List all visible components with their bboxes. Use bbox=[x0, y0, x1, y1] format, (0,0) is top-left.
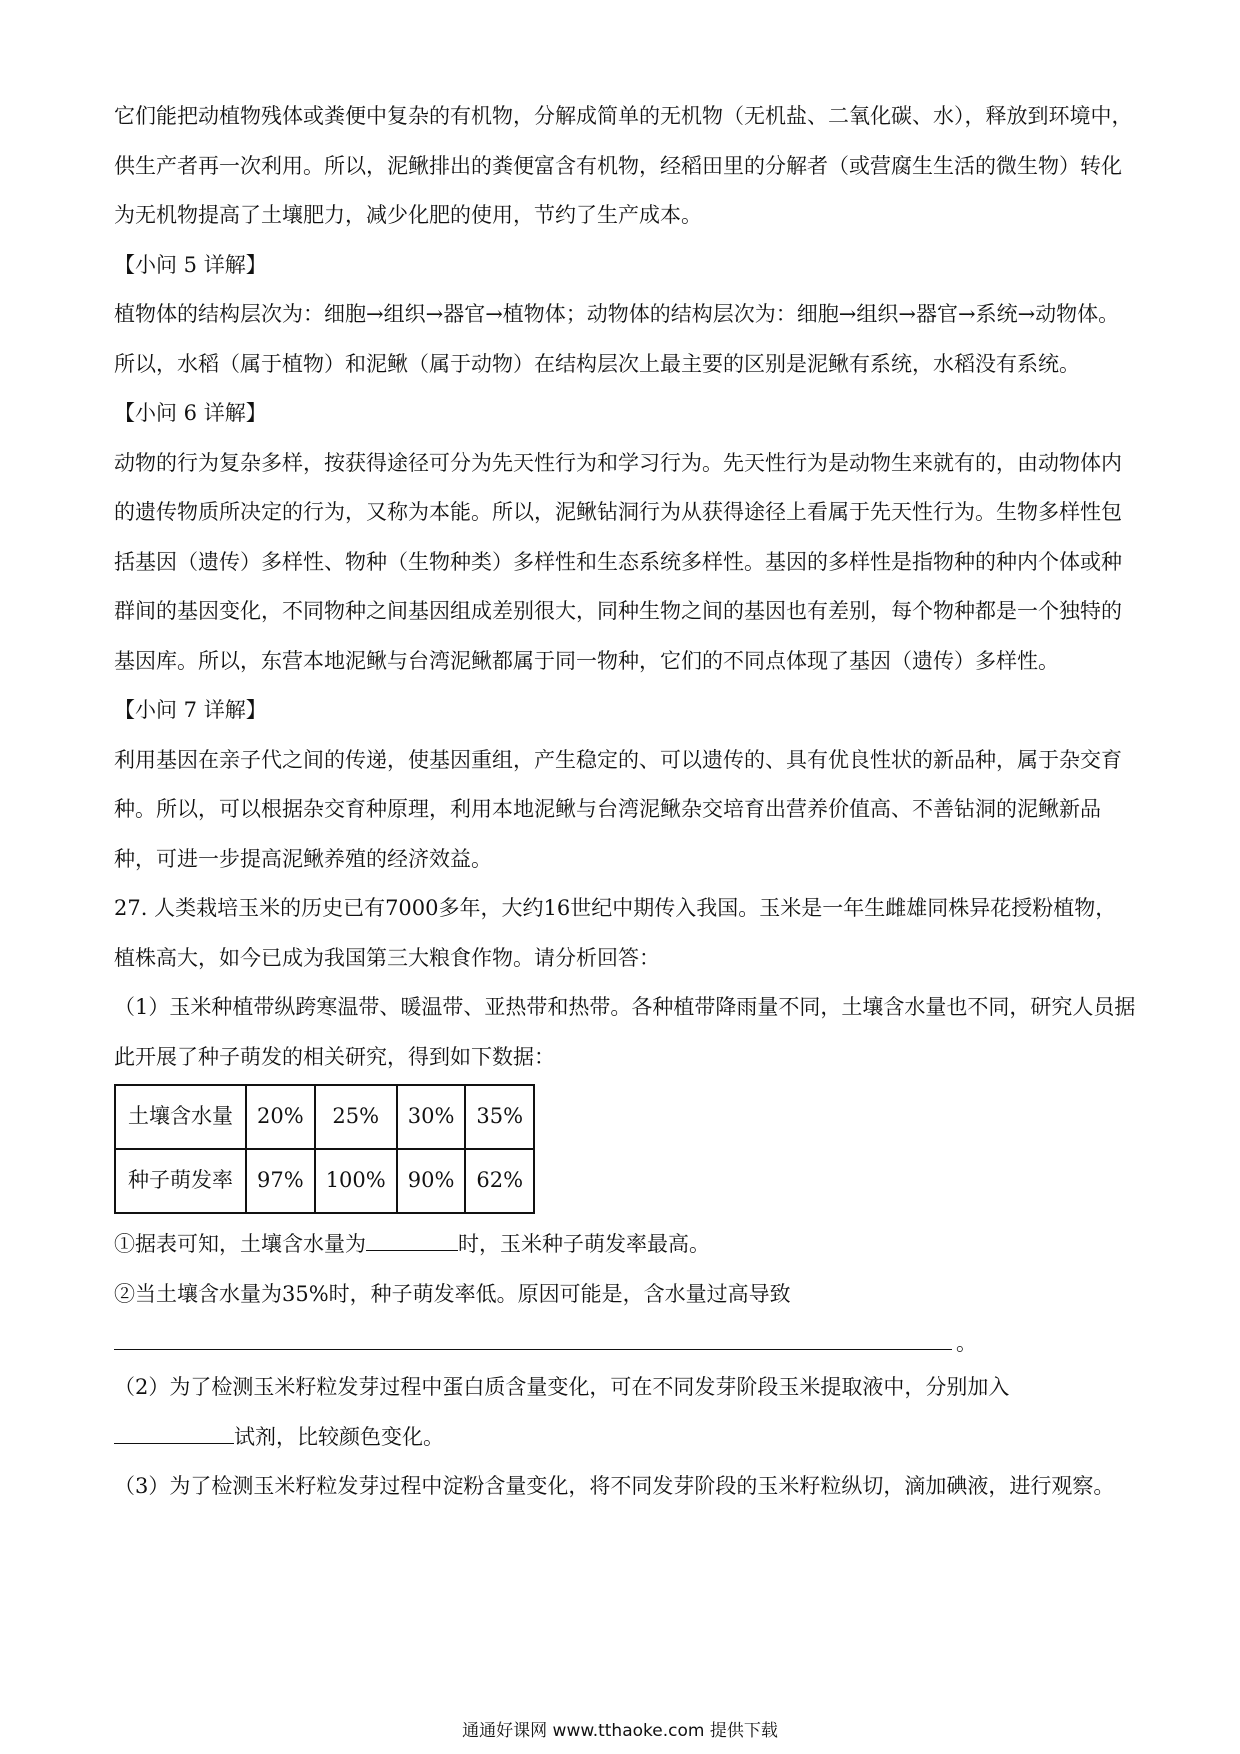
table-header-cell: 种子萌发率 bbox=[115, 1149, 246, 1213]
data-table bbox=[114, 1084, 535, 1214]
paragraph-section-5: 植物体的结构层次为：细胞→组织→器官→植物体；动物体的结构层次为：细胞→组织→器官→系统→动物体。所以，水稻（属于植物）和泥鳅（属于动物）在结构层次上最主要的区别是泥鳅有系统，水稻没有系统。 bbox=[114, 302, 1120, 376]
table-cell: 100% bbox=[315, 1149, 397, 1213]
table-header-cell: 土壤含水量 bbox=[115, 1085, 246, 1149]
section-heading-5: 【小问 5 详解】 bbox=[114, 252, 267, 277]
answer-blank[interactable] bbox=[366, 1227, 458, 1251]
sub1-text-before: ①据表可知，土壤含水量为 bbox=[114, 1232, 366, 1256]
paragraph: 它们能把动植物残体或粪便中复杂的有机物，分解成简单的无机物（无机盐、二氧化碳、水），释放到环境中，供生产者再一次利用。所以，泥鳅排出的粪便富含有机物，经稻田里的分解者（或营腐生生活的微生物）转化为无机物提高了土壤肥力，减少化肥的使用，节约了生产成本。 bbox=[114, 104, 1133, 227]
table-cell: 35% bbox=[465, 1085, 534, 1149]
answer-blank[interactable] bbox=[114, 1419, 234, 1443]
question-27-part1: （1）玉米种植带纵跨寒温带、暖温带、亚热带和热带。各种植带降雨量不同，土壤含水量也不同，研究人员据此开展了种子萌发的相关研究，得到如下数据： bbox=[114, 995, 1136, 1069]
period-mark: 。 bbox=[956, 1331, 977, 1355]
section-heading-6: 【小问 6 详解】 bbox=[114, 401, 267, 425]
table-cell: 90% bbox=[397, 1149, 466, 1213]
question-27-part2: （2）为了检测玉米籽粒发芽过程中蛋白质含量变化，可在不同发芽阶段玉米提取液中，分别加入 bbox=[114, 1375, 1010, 1399]
table-row bbox=[115, 1085, 534, 1149]
section-heading-7: 【小问 7 详解】 bbox=[114, 698, 267, 722]
part2-text-after: 试剂，比较颜色变化。 bbox=[234, 1424, 444, 1449]
table-cell: 25% bbox=[315, 1085, 397, 1149]
answer-blank[interactable] bbox=[114, 1349, 952, 1350]
table-row bbox=[115, 1149, 534, 1213]
question-27-part3: （3）为了检测玉米籽粒发芽过程中淀粉含量变化，将不同发芽阶段的玉米籽粒纵切，滴加碘液，进行观察。 bbox=[114, 1474, 1115, 1498]
question-27-sub1 bbox=[114, 1220, 1136, 1270]
paragraph-section-7: 利用基因在亲子代之间的传递，使基因重组，产生稳定的、可以遗传的、具有优良性状的新品种，属于杂交育种。所以，可以根据杂交育种原理，利用本地泥鳅与台湾泥鳅杂交培育出营养价值高、不善钻洞的泥鳅新品种，可进一步提高泥鳅养殖的经济效益。 bbox=[114, 747, 1122, 871]
sub1-text-after: 时，玉米种子萌发率最高。 bbox=[458, 1232, 710, 1256]
table-cell: 30% bbox=[397, 1085, 466, 1149]
table-cell: 20% bbox=[246, 1085, 315, 1149]
data-table-wrapper bbox=[114, 1084, 1136, 1214]
document-body bbox=[114, 92, 1136, 1512]
question-27-part2-line2 bbox=[114, 1413, 1136, 1463]
paragraph-section-6: 动物的行为复杂多样，按获得途径可分为先天性行为和学习行为。先天性行为是动物生来就有的，由动物体内的遗传物质所决定的行为，又称为本能。所以，泥鳅钻洞行为从获得途径上看属于先天性行为。生物多样性包括基因（遗传）多样性、物种（生物种类）多样性和生态系统多样性。基因的多样性是指物种的种内个体或种群间的基因变化，不同物种之间基因组成差别很大，同种生物之间的基因也有差别，每个物种都是一个独特的基因库。所以，东营本地泥鳅与台湾泥鳅都属于同一物种，它们的不同点体现了基因（遗传）多样性。 bbox=[114, 450, 1122, 673]
question-27-sub2: ②当土壤含水量为35%时，种子萌发率低。原因可能是，含水量过高导致 bbox=[114, 1281, 791, 1306]
page-footer: 通通好课网 www.tthaoke.com 提供下载 bbox=[462, 1721, 778, 1741]
long-answer-line bbox=[114, 1319, 1136, 1363]
question-27-intro: 27. 人类栽培玉米的历史已有7000多年，大约16世纪中期传入我国。玉米是一年生雌雄同株异花授粉植物，植株高大，如今已成为我国第三大粮食作物。请分析回答： bbox=[114, 896, 1117, 970]
table-cell: 62% bbox=[465, 1149, 534, 1213]
table-cell: 97% bbox=[246, 1149, 315, 1213]
